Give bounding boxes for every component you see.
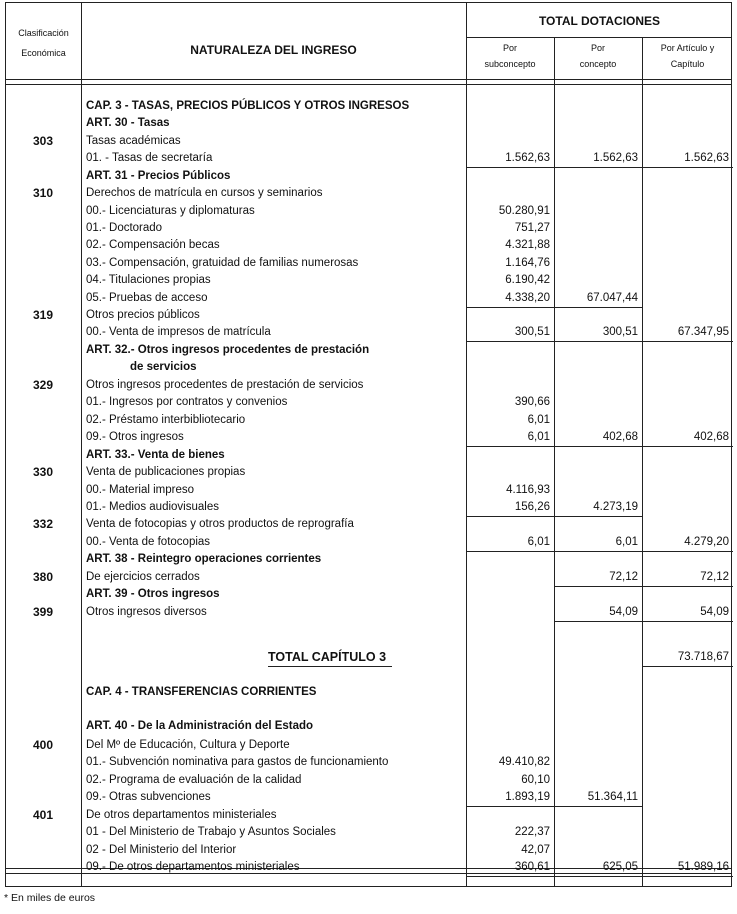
row-description: ART. 39 - Otros ingresos xyxy=(86,588,220,600)
header-economica: Económica xyxy=(21,48,66,58)
amount-cell: 300,51 xyxy=(602,326,638,338)
row-description: 00.- Licenciaturas y diplomaturas xyxy=(86,205,255,217)
row-description: Del Mº de Educación, Cultura y Deporte xyxy=(86,739,290,751)
row-description: ART. 38 - Reintegro operaciones corrientes xyxy=(86,553,322,565)
amount-cell: 72,12 xyxy=(700,571,729,583)
row-description: Tasas académicas xyxy=(86,135,181,147)
row-description: Otros ingresos procedentes de prestación de servicios xyxy=(86,379,364,391)
header-naturaleza: NATURALEZA DEL INGRESO xyxy=(190,43,357,57)
amount-cell: 50.280,91 xyxy=(498,205,550,217)
header-por: Por xyxy=(590,43,605,53)
classification-code: 399 xyxy=(32,605,54,619)
amount-cell: 1.562,63 xyxy=(505,152,550,164)
amount-cell: 625,05 xyxy=(602,861,638,873)
amount-cell: 1.562,63 xyxy=(684,152,729,164)
row-description: 00.- Material impreso xyxy=(86,484,195,496)
classification-code: 401 xyxy=(32,808,54,822)
amount-cell: 751,27 xyxy=(514,222,550,234)
amount-cell: 49.410,82 xyxy=(498,756,550,768)
amount-cell: 402,68 xyxy=(602,431,638,443)
amount-cell: 1.893,19 xyxy=(505,791,550,803)
amount-cell: 1.164,76 xyxy=(505,257,550,269)
amount-cell: 1.562,63 xyxy=(593,152,638,164)
amount-cell: 42,07 xyxy=(521,844,550,856)
classification-code: 310 xyxy=(32,186,54,200)
amount-cell: 51.989,16 xyxy=(677,861,729,873)
row-description: Venta de publicaciones propias xyxy=(86,466,246,478)
amount-cell: 54,09 xyxy=(609,606,638,618)
amount-cell: 390,66 xyxy=(514,396,550,408)
amount-cell: 72,12 xyxy=(609,571,638,583)
row-description: 01.- Medios audiovisuales xyxy=(86,501,219,513)
row-description: 01.- Doctorado xyxy=(86,222,163,234)
row-description: 02 - Del Ministerio del Interior xyxy=(86,844,237,856)
amount-cell: 60,10 xyxy=(521,774,550,786)
header-clasificacion: Clasificación xyxy=(18,28,69,38)
row-description: 02.- Préstamo interbibliotecario xyxy=(86,414,246,426)
row-description: 01.- Subvención nominativa para gastos de funcionamiento xyxy=(86,756,389,768)
row-description: CAP. 3 - TASAS, PRECIOS PÚBLICOS Y OTROS INGRESOS xyxy=(86,100,410,112)
row-description: De otros departamentos ministeriales xyxy=(86,809,277,821)
amount-cell: 402,68 xyxy=(693,431,729,443)
classification-code: 400 xyxy=(32,738,54,752)
amount-cell: 6,01 xyxy=(527,536,550,548)
amount-cell: 4.273,19 xyxy=(593,501,638,513)
row-description: Otros precios públicos xyxy=(86,309,200,321)
header-concepto: concepto xyxy=(579,59,617,69)
row-description: Venta de fotocopias y otros productos de reprografía xyxy=(86,518,354,530)
amount-cell: 6.190,42 xyxy=(505,274,550,286)
income-table xyxy=(5,2,732,887)
row-description: 00.- Venta de impresos de matrícula xyxy=(86,326,271,338)
classification-code: 303 xyxy=(32,134,54,148)
row-description: 02.- Compensación becas xyxy=(86,239,220,251)
header-por-articulo: Por Artículo y xyxy=(660,43,715,53)
row-description: CAP. 4 - TRANSFERENCIAS CORRIENTES xyxy=(86,686,317,698)
amount-cell: 222,37 xyxy=(514,826,550,838)
classification-code: 319 xyxy=(32,308,54,322)
row-description: 04.- Titulaciones propias xyxy=(86,274,211,286)
amount-cell: 4.279,20 xyxy=(684,536,729,548)
row-description: 01. - Tasas de secretaría xyxy=(86,152,213,164)
amount-cell: 6,01 xyxy=(527,414,550,426)
amount-cell: 67.347,95 xyxy=(677,326,729,338)
row-description: 00.- Venta de fotocopias xyxy=(86,536,211,548)
amount-cell: 73.718,67 xyxy=(677,651,729,663)
header-total-dotaciones: TOTAL DOTACIONES xyxy=(538,14,661,28)
row-description: ART. 32.- Otros ingresos procedentes de prestación xyxy=(86,344,370,356)
amount-cell: 4.116,93 xyxy=(506,484,550,496)
classification-code: 329 xyxy=(32,378,54,392)
amount-cell: 360,61 xyxy=(514,861,550,873)
row-description: 01 - Del Ministerio de Trabajo y Asuntos Sociales xyxy=(86,826,336,838)
row-description: 09.- Otras subvenciones xyxy=(86,791,211,803)
row-description: 02.- Programa de evaluación de la calidad xyxy=(86,774,302,786)
amount-cell: 6,01 xyxy=(615,536,638,548)
amount-cell: 67.047,44 xyxy=(586,292,638,304)
amount-cell: 156,26 xyxy=(514,501,550,513)
row-description: 09.- De otros departamentos ministeriales xyxy=(86,861,300,873)
amount-cell: 6,01 xyxy=(527,431,550,443)
row-description: ART. 30 - Tasas xyxy=(86,117,170,129)
total-label: TOTAL CAPÍTULO 3 xyxy=(268,650,387,664)
header-capitulo: Capítulo xyxy=(670,59,705,69)
row-description: Otros ingresos diversos xyxy=(86,606,207,618)
row-description: Derechos de matrícula en cursos y seminarios xyxy=(86,187,323,199)
row-description: De ejercicios cerrados xyxy=(86,571,200,583)
classification-code: 330 xyxy=(32,465,54,479)
amount-cell: 54,09 xyxy=(700,606,729,618)
row-description: 01.- Ingresos por contratos y convenios xyxy=(86,396,288,408)
footnote: * En miles de euros xyxy=(4,892,96,904)
row-description: de servicios xyxy=(130,361,197,373)
amount-cell: 4.321,88 xyxy=(505,239,550,251)
row-description: 05.- Pruebas de acceso xyxy=(86,292,208,304)
header-subconcepto: subconcepto xyxy=(484,59,536,69)
amount-cell: 51.364,11 xyxy=(587,791,638,803)
header-por: Por xyxy=(502,43,517,53)
amount-cell: 300,51 xyxy=(514,326,550,338)
row-description: ART. 40 - De la Administración del Estado xyxy=(86,720,314,732)
row-description: 03.- Compensación, gratuidad de familias numerosas xyxy=(86,257,359,269)
row-description: ART. 33.- Venta de bienes xyxy=(86,449,225,461)
classification-code: 332 xyxy=(32,517,54,531)
amount-cell: 4.338,20 xyxy=(505,292,550,304)
row-description: ART. 31 - Precios Públicos xyxy=(86,170,231,182)
row-description: 09.- Otros ingresos xyxy=(86,431,184,443)
classification-code: 380 xyxy=(32,570,54,584)
